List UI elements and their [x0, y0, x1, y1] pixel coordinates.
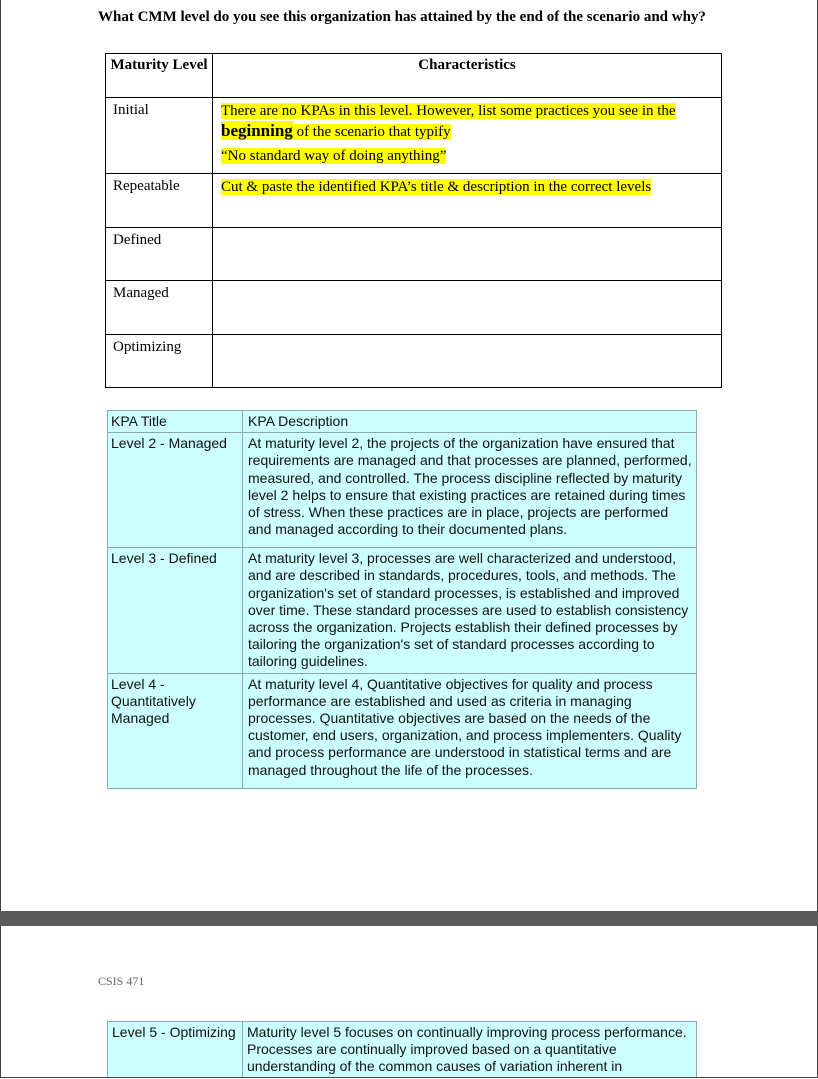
kpa-title-header: KPA Title — [108, 411, 243, 433]
page-header-course-code: CSIS 471 — [98, 974, 145, 988]
kpa-title-cell: Level 4 - Quantitatively Managed — [108, 673, 243, 788]
characteristics-cell[interactable] — [213, 335, 722, 388]
kpa-description-cell: At maturity level 4, Quantitative objectives for quality and process performance are established and used as criteria in managing processes. Quantitative objectives are based on the needs of the customer, end users, organization, and process implementers. Quality and process performance are understood in statistical terms and are managed throughout the life of the processes. — [243, 673, 697, 788]
table-row — [106, 98, 722, 174]
level-cell: Optimizing — [106, 335, 213, 388]
highlighted-text: of the scenario that typify — [296, 124, 451, 140]
document-page-2 — [0, 926, 818, 1078]
kpa-description-cell: Maturity level 5 focuses on continually improving process performance. Processes are continually improved based on a quantitative understanding of the common causes of variation inherent in — [243, 1022, 697, 1079]
level-cell: Defined — [106, 228, 213, 281]
header-characteristics: Characteristics — [213, 54, 722, 98]
kpa-title-cell: Level 2 - Managed — [108, 433, 243, 548]
level-cell: Initial — [106, 98, 213, 174]
highlighted-bold-text: beginning — [221, 121, 293, 140]
table-row — [106, 281, 722, 335]
table-header-row — [106, 54, 722, 98]
highlighted-text: There are no KPAs in this level. However, list some practices you see in the — [221, 103, 676, 119]
characteristics-cell[interactable] — [213, 228, 722, 281]
table-row — [106, 228, 722, 281]
table-row — [108, 673, 697, 788]
kpa-title-cell: Level 3 - Defined — [108, 548, 243, 673]
table-row — [108, 433, 697, 548]
kpa-header-row — [108, 411, 697, 433]
highlighted-text: Cut & paste the identified KPA’s title & description in the correct levels — [221, 179, 652, 195]
maturity-level-table — [105, 53, 722, 388]
characteristics-cell[interactable] — [213, 98, 722, 174]
table-row — [106, 174, 722, 228]
level-cell: Repeatable — [106, 174, 213, 228]
level-cell: Managed — [106, 281, 213, 335]
table-row — [108, 1022, 697, 1079]
table-row — [106, 335, 722, 388]
highlighted-quote: “No standard way of doing anything” — [221, 148, 447, 164]
table-row — [108, 548, 697, 673]
kpa-table-continued — [107, 1021, 697, 1078]
question-heading: What CMM level do you see this organization has attained by the end of the scenario and why? — [98, 9, 706, 25]
kpa-table — [107, 410, 697, 789]
kpa-description-cell: At maturity level 3, processes are well characterized and understood, and are described in standards, procedures, tools, and methods. The organization's set of standard processes, is established and improved over time. These standard processes are used to establish consistency across the organization. Projects establish their defined processes by tailoring the organization's set of standard processes according to tailoring guidelines. — [243, 548, 697, 673]
kpa-title-cell: Level 5 - Optimizing — [108, 1022, 243, 1079]
kpa-description-cell: At maturity level 2, the projects of the organization have ensured that requirements are managed and that processes are planned, performed, measured, and controlled. The process discipline reflected by maturity level 2 helps to ensure that existing practices are retained during times of stress. When these practices are in place, projects are performed and managed according to their documented plans. — [243, 433, 697, 548]
characteristics-cell[interactable] — [213, 174, 722, 228]
page-separator — [0, 911, 818, 926]
header-maturity-level: Maturity Level — [106, 54, 213, 98]
kpa-description-header: KPA Description — [243, 411, 697, 433]
characteristics-cell[interactable] — [213, 281, 722, 335]
